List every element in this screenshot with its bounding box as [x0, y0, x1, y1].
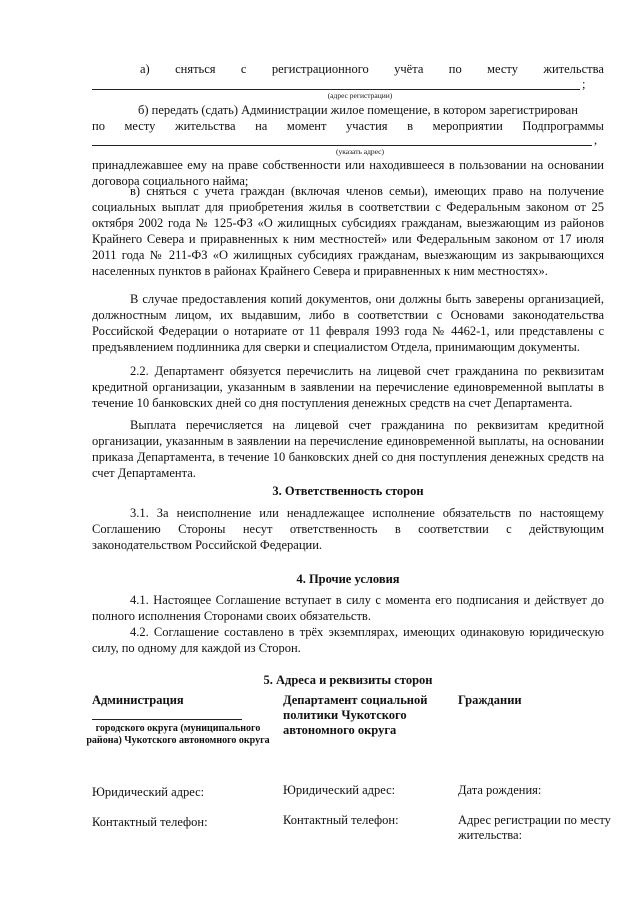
section4-title: 4. Прочие условия — [296, 572, 400, 586]
item-a-word: учёта — [394, 62, 424, 76]
item-a-word: сняться — [175, 62, 216, 76]
col1-heading: Администрация — [92, 693, 184, 707]
col3-reg-address: Адрес регистрации по месту жительства: — [458, 813, 611, 842]
item-a-word: месту — [487, 62, 518, 76]
item-b-word: участия — [346, 119, 388, 133]
col2-legal-address: Юридический адрес: — [283, 783, 396, 797]
item-b-word: в — [407, 119, 414, 133]
item-a-word: с — [240, 62, 247, 76]
item-a-caption: (адрес регистрации) — [327, 91, 393, 100]
item-b-word: момент — [286, 119, 327, 133]
section3-text: 3.1. За неисполнение или ненадлежащее исполнение обязательств по настоящему Соглашению Стороны несут ответственность в соответствии с действующим законодательством Российской Федерации. — [92, 506, 604, 552]
item-b-line2 — [92, 119, 604, 134]
section4-p2: 4.2. Соглашение составлено в трёх экземплярах, имеющих одинаковую юридическую силу, по одному для каждой из Сторон. — [92, 625, 604, 655]
col2-heading: Департамент социальной политики Чукотского автономного округа — [283, 693, 428, 737]
item-b-word: месту — [124, 119, 156, 133]
col1-blank-line — [92, 719, 242, 720]
item-b-rest: принадлежавшее ему на праве собственности или находившееся в пользовании на основании договора социального найма; — [92, 158, 604, 188]
col2-phone: Контактный телефон: — [283, 813, 399, 827]
copies-paragraph: В случае предоставления копий документов, они должны быть заверены организацией, должностным лицом, их выдавшим, либо в соответствии с Основами законодательства Российской Федерации о нотариате от 11 февраля 1993 года № 4462-1, или представлены с предъявлением подлинника для сверки и специалистом Отдела, принимающим документы. — [92, 292, 604, 354]
item-a-word: жительства — [543, 62, 604, 76]
col1-subtitle: городского округа (муниципального района) Чукотского автономного округа — [86, 723, 270, 746]
item-b-word: на — [255, 119, 268, 133]
item-a-word: регистрационного — [271, 62, 369, 76]
item-b-caption: (указать адрес) — [335, 147, 384, 156]
item-b-word: мероприятии — [432, 119, 503, 133]
section5-title: 5. Адреса и реквизиты сторон — [263, 673, 433, 687]
item-b-line1: б) передать (сдать) Администрации жилое помещение, в котором зарегистрирован — [138, 103, 578, 117]
item-b-blank-line — [92, 145, 592, 146]
item-b-end: , — [594, 133, 598, 147]
section3-title: 3. Ответственность сторон — [272, 484, 424, 498]
item-a-words — [92, 62, 604, 77]
item-a-blank-line — [92, 89, 580, 90]
item-a-end: ; — [582, 77, 586, 91]
col1-phone: Контактный телефон: — [92, 815, 208, 829]
item-b-word: по — [92, 119, 105, 133]
item-b-words — [92, 119, 604, 134]
item-a-line — [92, 62, 604, 77]
item-a-word: по — [448, 62, 462, 76]
col3-heading: Граждании — [458, 693, 522, 707]
paragraph-2-2: 2.2. Департамент обязуется перечислить на лицевой счет гражданина по реквизитам кредитной организации, указанным в заявлении на перечисление единовременной выплаты в течение 10 банковских дней со дня поступления денежных средств на счет Департамента. — [92, 364, 604, 410]
item-v-paragraph: в) сняться с учета граждан (включая членов семьи), имеющих право на получение социальных выплат для приобретения жилья в соответствии с Федеральным законом от 25 октября 2002 года № 125-ФЗ «О жилищных субсидиях гражданам, выезжающим из районов Крайнего Севера и приравненных к ним местностей» или Федеральным законом от 17 июля 2011 года № 211-ФЗ «О жилищных субсидиях гражданам, выезжающим из закрывающихся населенных пунктов в районах Крайнего Севера и приравненных к ним местностях». — [92, 184, 604, 278]
section4-p1: 4.1. Настоящее Соглашение вступает в силу с момента его подписания и действует до полного исполнения Сторонами своих обязательств. — [92, 593, 604, 623]
payment-paragraph: Выплата перечисляется на лицевой счет гражданина по реквизитам кредитной организации, указанным в заявлении на перечисление единовременной выплаты, на основании приказа Департамента, в течение 10 банковских дней со дня поступления денежных средств на счет Департамента. — [92, 418, 604, 480]
item-b-word: Подпрограммы — [522, 119, 604, 133]
col3-birth-date: Дата рождения: — [458, 783, 542, 797]
item-a-word: а) — [140, 62, 150, 76]
col1-legal-address: Юридический адрес: — [92, 785, 205, 799]
item-b-word: жительства — [174, 119, 236, 133]
